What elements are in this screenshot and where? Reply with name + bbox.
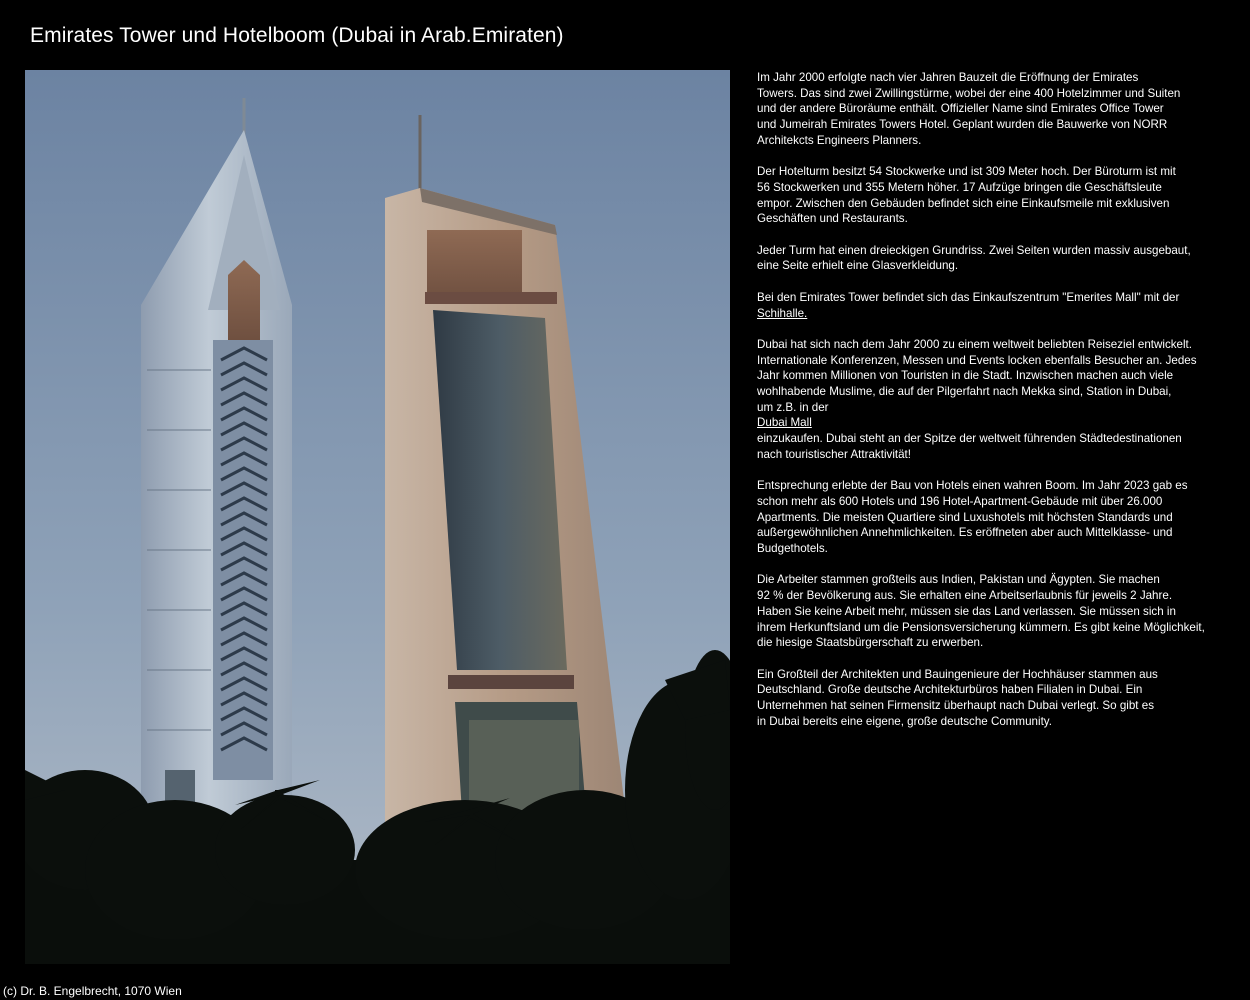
paragraph-tourism-text-a: Dubai hat sich nach dem Jahr 2000 zu einem weltweit beliebten Reiseziel entwickelt. Internationale Konferenzen, Messen und Events locken ebenfalls Besucher an. Jedes Jahr kommen Millionen von Touristen in die Stadt. Inzwischen machen auch viele wohlhabende Muslime, die auf der Pilgerfahrt nach Mekka sind, Station in Dubai, um z.B. in der	[757, 337, 1197, 414]
paragraph-intro: Im Jahr 2000 erfolgte nach vier Jahren Bauzeit die Eröffnung der Emirates Towers. Das sind zwei Zwillingstürme, wobei der eine 400 Hotelzimmer und Suiten und der andere Büroräume enthält. Offizieller Name sind Emirates Office Tower und Jumeirah Emirates Towers Hotel. Geplant wurden die Bauwerke von NORR Architekcts Engineers Planners.	[757, 71, 1181, 147]
dubai-mall-link[interactable]: Dubai Mall	[757, 416, 812, 430]
paragraph-floorplan: Jeder Turm hat einen dreieckigen Grundriss. Zwei Seiten wurden massiv ausgebaut, eine Seite erhielt eine Glasverkleidung.	[757, 243, 1191, 273]
emirates-towers-photo	[25, 70, 730, 964]
paragraph-mall	[757, 290, 1227, 321]
paragraph-workers: Die Arbeiter stammen großteils aus Indien, Pakistan und Ägypten. Sie machen 92 % der Bevölkerung aus. Sie erhalten eine Arbeitserlaubnis für jeweils 2 Jahre. Haben Sie keine Arbeit mehr, müssen sie das Land verlassen. Sie müssen sich in ihrem Herkunftsland um die Pensionsversicherung kümmern. Es gibt keine Möglichkeit, die hiesige Staatsbürgerschaft zu erwerben.	[757, 573, 1205, 650]
article-text	[757, 70, 1227, 745]
paragraph-floors: Der Hotelturm besitzt 54 Stockwerke und ist 309 Meter hoch. Der Büroturm ist mit 56 Stockwerken und 355 Metern höher. 17 Aufzüge bringen die Geschäftsleute empor. Zwischen den Gebäuden befindet sich eine Einkaufsmeile mit exklusiven Geschäften und Restaurants.	[757, 165, 1176, 226]
schihalle-link[interactable]: Schihalle.	[757, 306, 808, 320]
paragraph-architects: Ein Großteil der Architekten und Bauingenieure der Hochhäuser stammen aus Deutschland. Große deutsche Architekturbüros haben Filialen in Dubai. Ein Unternehmen hat seinen Firmensitz überhaupt nach Dubai verlegt. So gibt es in Dubai bereits eine eigene, große deutsche Community.	[757, 667, 1158, 728]
paragraph-tourism-text-b: einzukaufen. Dubai steht an der Spitze der weltweit führenden Städtedestinationen nach touristischer Attraktivität!	[757, 432, 1182, 461]
paragraph-hotels: Entsprechung erlebte der Bau von Hotels einen wahren Boom. Im Jahr 2023 gab es schon mehr als 600 Hotels und 196 Hotel-Apartment-Gebäude mit über 26.000 Apartments. Die meisten Quartiere sind Luxushotels mit höchsten Standards und außergewöhnlichen Annehmlichkeiten. Es eröffneten aber auch Mittelklasse- und Budgethotels.	[757, 479, 1188, 556]
paragraph-tourism	[757, 337, 1227, 463]
copyright-footer: (c) Dr. B. Engelbrecht, 1070 Wien	[3, 984, 182, 998]
page-title: Emirates Tower und Hotelboom (Dubai in Arab.Emiraten)	[30, 24, 564, 47]
paragraph-mall-text: Bei den Emirates Tower befindet sich das Einkaufszentrum "Emerites Mall" mit der	[757, 290, 1180, 304]
